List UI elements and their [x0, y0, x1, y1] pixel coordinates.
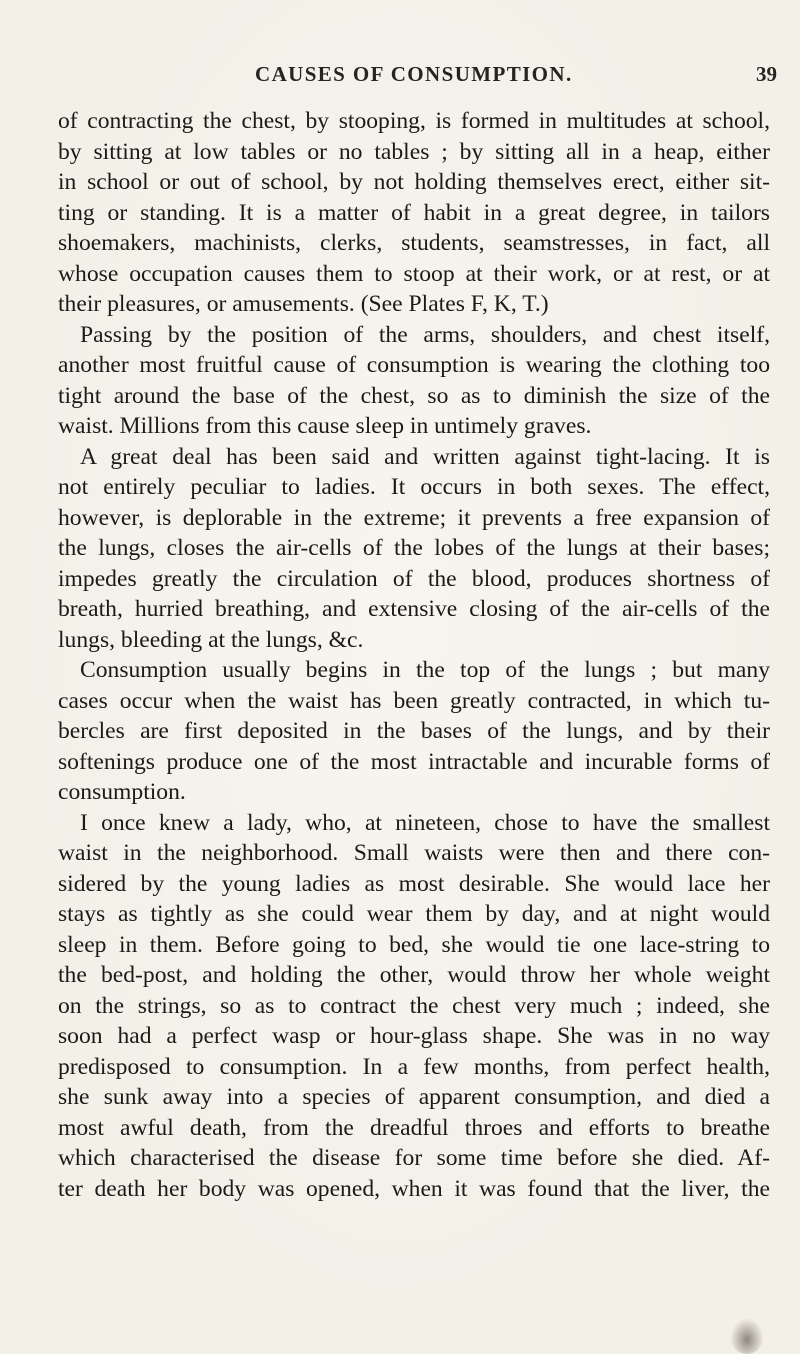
- text-line: the lungs, closes the air-cells of the lobes of the lungs at their bases;: [58, 535, 770, 561]
- page-number: 39: [756, 62, 777, 86]
- text-line: Passing by the position of the arms, shoulders, and chest itself,: [80, 321, 770, 348]
- text-line: waist. Millions from this cause sleep in untimely graves.: [58, 413, 592, 439]
- text-line: predisposed to consumption. In a few months, from perfect health,: [58, 1053, 770, 1080]
- text-line: waist in the neighborhood. Small waists were then and there con-: [58, 840, 770, 866]
- text-line: by sitting at low tables or no tables ; by sitting all in a heap, either: [58, 138, 770, 165]
- text-line: most awful death, from the dreadful throes and efforts to breathe: [58, 1114, 770, 1141]
- text-line: soon had a perfect wasp or hour-glass shape. She was in no way: [58, 1023, 770, 1049]
- text-line: the bed-post, and holding the other, would throw her whole weight: [58, 962, 770, 988]
- text-line: A great deal has been said and written against tight-lacing. It is: [80, 443, 770, 470]
- text-line: however, is deplorable in the extreme; it prevents a free expansion of: [58, 504, 770, 531]
- text-line: sleep in them. Before going to bed, she would tie one lace-string to: [58, 931, 770, 958]
- text-line: which characterised the disease for some time before she died. Af-: [58, 1145, 770, 1171]
- text-line: ter death her body was opened, when it was found that the liver, the: [58, 1175, 770, 1202]
- running-title: CAUSES OF CONSUMPTION.: [255, 62, 573, 86]
- text-line: tight around the base of the chest, so as to diminish the size of the: [58, 382, 770, 409]
- text-line: of contracting the chest, by stooping, is formed in multitudes at school,: [58, 108, 770, 134]
- body-text: [58, 106, 770, 1204]
- text-line: breath, hurried breathing, and extensive closing of the air-cells of the: [58, 596, 770, 622]
- running-head: [0, 62, 800, 92]
- text-line: cases occur when the waist has been greatly contracted, in which tu-: [58, 687, 770, 714]
- text-line: I once knew a lady, who, at nineteen, chose to have the smallest: [80, 809, 770, 836]
- text-line: consumption.: [58, 779, 186, 805]
- text-line: softenings produce one of the most intractable and incurable forms of: [58, 748, 770, 775]
- text-line: ting or standing. It is a matter of habit in a great degree, in tailors: [58, 199, 770, 226]
- text-line: in school or out of school, by not holding themselves erect, either sit-: [58, 169, 770, 195]
- text-line: whose occupation causes them to stoop at their work, or at rest, or at: [58, 260, 770, 287]
- text-line: she sunk away into a species of apparent consumption, and died a: [58, 1084, 770, 1110]
- text-line: their pleasures, or amusements. (See Plates F, K, T.): [58, 291, 549, 317]
- text-line: shoemakers, machinists, clerks, students, seamstresses, in fact, all: [58, 230, 770, 256]
- text-line: another most fruitful cause of consumption is wearing the clothing too: [58, 352, 770, 378]
- text-line: sidered by the young ladies as most desirable. She would lace her: [58, 870, 770, 897]
- text-line: not entirely peculiar to ladies. It occurs in both sexes. The effect,: [58, 474, 770, 500]
- ink-smudge: [730, 1318, 764, 1354]
- text-line: on the strings, so as to contract the chest very much ; indeed, she: [58, 992, 770, 1019]
- text-line: impedes greatly the circulation of the blood, produces shortness of: [58, 565, 770, 592]
- text-line: stays as tightly as she could wear them by day, and at night would: [58, 901, 770, 927]
- text-line: Consumption usually begins in the top of the lungs ; but many: [80, 657, 770, 683]
- text-line: bercles are first deposited in the bases of the lungs, and by their: [58, 718, 770, 744]
- text-line: lungs, bleeding at the lungs, &c.: [58, 626, 364, 653]
